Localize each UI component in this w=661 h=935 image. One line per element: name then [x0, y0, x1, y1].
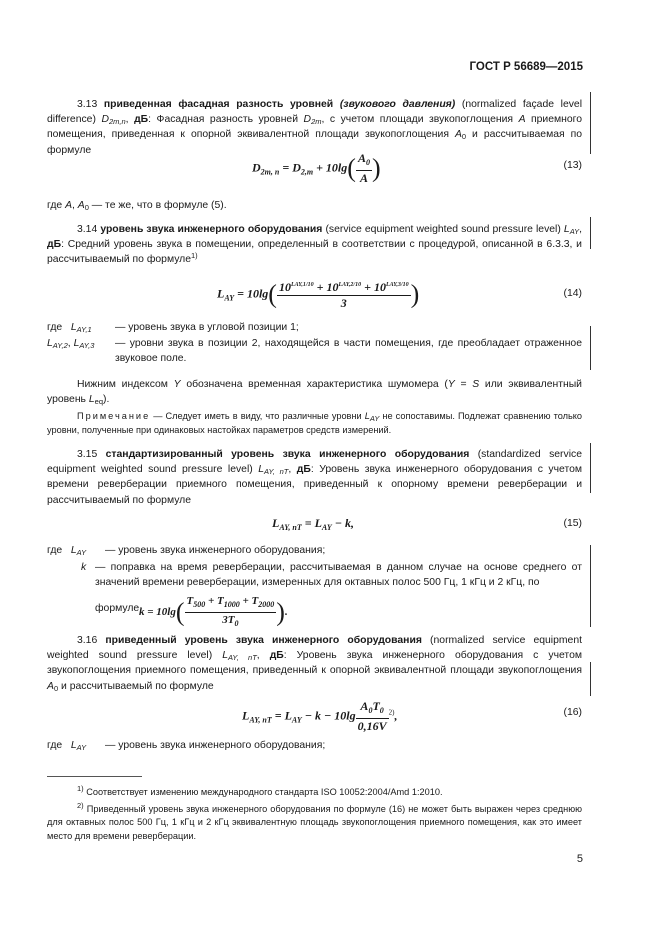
clause-3-15: 3.15 стандартизированный уровень звука инженерного оборудования (standardized service equipment weighted sound pressure level) $L_{AY, nT}$, дБ: Уровень звука инженерного оборудования с учетом времени реверберации приемного помещения, приведенный к опорному времени реверберации и рассчитываемый по формуле — [47, 449, 583, 506]
clause-3-16: 3.16 приведенный уровень звука инженерного оборудования (normalized service equipment weighted sound pressure level) $L_{AY, nT}$, дБ: Уровень звука инженерного оборудования с учетом звукопоглощения приемного помещения, приведенный к опорной эквивалентной площади звукопоглощения $A_0$ и рассчитываемый по формуле — [47, 635, 582, 693]
formula-number: (14) — [563, 288, 582, 299]
formula-number: (15) — [563, 518, 582, 529]
where-3-14-row2: $L_{AY,2}$, $L_{AY,3}$ — уровни звука в позиции 2, находящейся в части помещения, где преобладает отраженное звуковое поле. — [47, 338, 582, 365]
footnote-separator — [47, 776, 142, 777]
clause-3-13: 3.13 приведенная фасадная разность уровней (звукового давления) (normalized façade level difference) $D_{2m,n}$, дБ: Фасадная разность уровней $D_{2m}$, с учетом площади звукопоглощения A приемного помещения, приведенная к опорной эквивалентной площади звукопоглощения $A_0$ и рассчитываемая по формуле — [47, 99, 583, 156]
formula-number: (13) — [563, 160, 582, 171]
formula-number: (16) — [563, 707, 582, 718]
change-bar — [590, 545, 591, 627]
footnote-2: $^{2)}$ Приведенный уровень звука инженерного оборудования по формуле (16) не может быть выражен через среднюю для октавных полос 500 Гц, 1 кГц и 2 кГц эквивалентную площадь звукопоглощения приемного помещения, как это имеет место для времени реверберации. — [47, 801, 582, 841]
note-paragraph: Примечание — Следует иметь в виду, что различные уровни $L_{AY}$ не сопоставимы. Подлежат сравнению только уровни, полученные при одинаковых настойках параметров средств измерений. — [47, 411, 582, 435]
change-bar — [590, 92, 591, 154]
change-bar — [590, 326, 591, 370]
page-number: 5 — [576, 853, 583, 865]
where-3-13: где A, $A_0$ — те же, что в формуле (5). — [47, 200, 227, 212]
standard-designation: ГОСТ Р 56689—2015 — [469, 61, 583, 73]
where-3-15-row1: где $L_{AY}$ — уровень звука инженерного оборудования; — [47, 545, 326, 557]
footnote-1: $^{1)}$ Соответствует изменению международного стандарта ISO 10052:2004/Amd 1:2010. — [77, 784, 443, 797]
change-bar — [590, 217, 591, 249]
formula-14: $L_{AY} = 10\lg$( $\frac{10^{LAY,1/10} + 10^{LAY,2/10} + 10^{LAY,3/10}}{3}$ ) (14) — [217, 279, 582, 311]
formula-16: $L_{AY, nT} = L_{AY} - k - 10\lg$ $\frac{A_0T_0}{0,16V}$ $^{2)}$, (16) — [242, 699, 582, 734]
clause-3-14: 3.14 уровень звука инженерного оборудования (service equipment weighted sound pressure level) $L_{AY}$, дБ: Средний уровень звука в помещении, определенный в соответствии с процедурой, описанной в 6.3.3, и рассчитываемый по формуле$^{1)}$ — [47, 224, 583, 266]
where-3-16-row1: где $L_{AY}$ — уровень звука инженерного оборудования; — [47, 740, 326, 752]
where-3-14-row1: где $L_{AY,1}$ — уровень звука в угловой позиции 1; — [47, 322, 299, 334]
y-index-paragraph: Нижним индексом Y обозначена временная характеристика шумомера (Y = S или эквивалентный уровень $L_{eq}$). — [47, 379, 582, 407]
formula-15: $L_{AY, nT} = L_{AY} - k$, (15) — [272, 516, 582, 532]
where-3-15-row2: k — поправка на время реверберации, рассчитываемая в данном случае на основе среднего от значений времени реверберации, измеренных для октавных полос 500 Гц, 1 кГц и 2 кГц, по — [81, 562, 582, 589]
formula-13: $D_{2m, n} = D_{2,m} + 10\lg$( $\frac{A_0}{A}$ ) (13) — [252, 151, 582, 186]
change-bar — [590, 662, 591, 696]
where-3-15-k-formula: формуле k = 10lg( $\frac{T_{500} + T_{1000} + T_{2000}}{3T_0}$ ). — [95, 595, 288, 629]
change-bar — [590, 443, 591, 493]
